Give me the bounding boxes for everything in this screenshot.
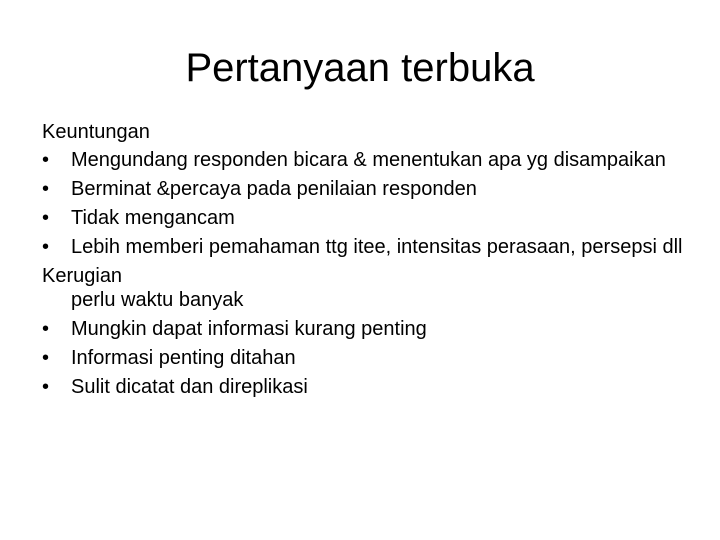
disadvantages-heading: Kerugian	[42, 265, 123, 287]
advantage-item	[42, 148, 702, 172]
disadvantage-item	[42, 317, 702, 341]
bullet-icon: •	[42, 178, 50, 200]
disadvantage-item-text: Informasi penting ditahan	[71, 347, 296, 369]
advantage-item-text: Mengundang responden bicara & menentukan apa yg disampaikan	[71, 149, 666, 171]
slide-title: Pertanyaan terbuka	[185, 46, 535, 90]
disadvantage-item	[42, 346, 702, 370]
disadvantages-note: perlu waktu banyak	[71, 289, 244, 311]
slide-body	[42, 120, 702, 404]
advantage-item-text: Berminat &percaya pada penilaian responden	[71, 178, 477, 200]
advantage-item-text: Tidak mengancam	[71, 207, 235, 229]
bullet-icon: •	[42, 207, 50, 229]
disadvantage-item-text: Mungkin dapat informasi kurang penting	[71, 318, 427, 340]
disadvantage-item-text: Sulit dicatat dan direplikasi	[71, 376, 308, 398]
advantage-item	[42, 177, 702, 201]
advantage-item-text: Lebih memberi pemahaman ttg itee, intensitas perasaan, persepsi dll	[71, 236, 683, 258]
bullet-icon: •	[42, 149, 50, 171]
disadvantage-item	[42, 375, 702, 399]
bullet-icon: •	[42, 376, 50, 398]
advantage-item	[42, 235, 702, 259]
advantage-item	[42, 206, 702, 230]
bullet-icon: •	[42, 347, 50, 369]
bullet-icon: •	[42, 236, 50, 258]
bullet-icon: •	[42, 318, 50, 340]
advantages-heading: Keuntungan	[42, 121, 150, 143]
